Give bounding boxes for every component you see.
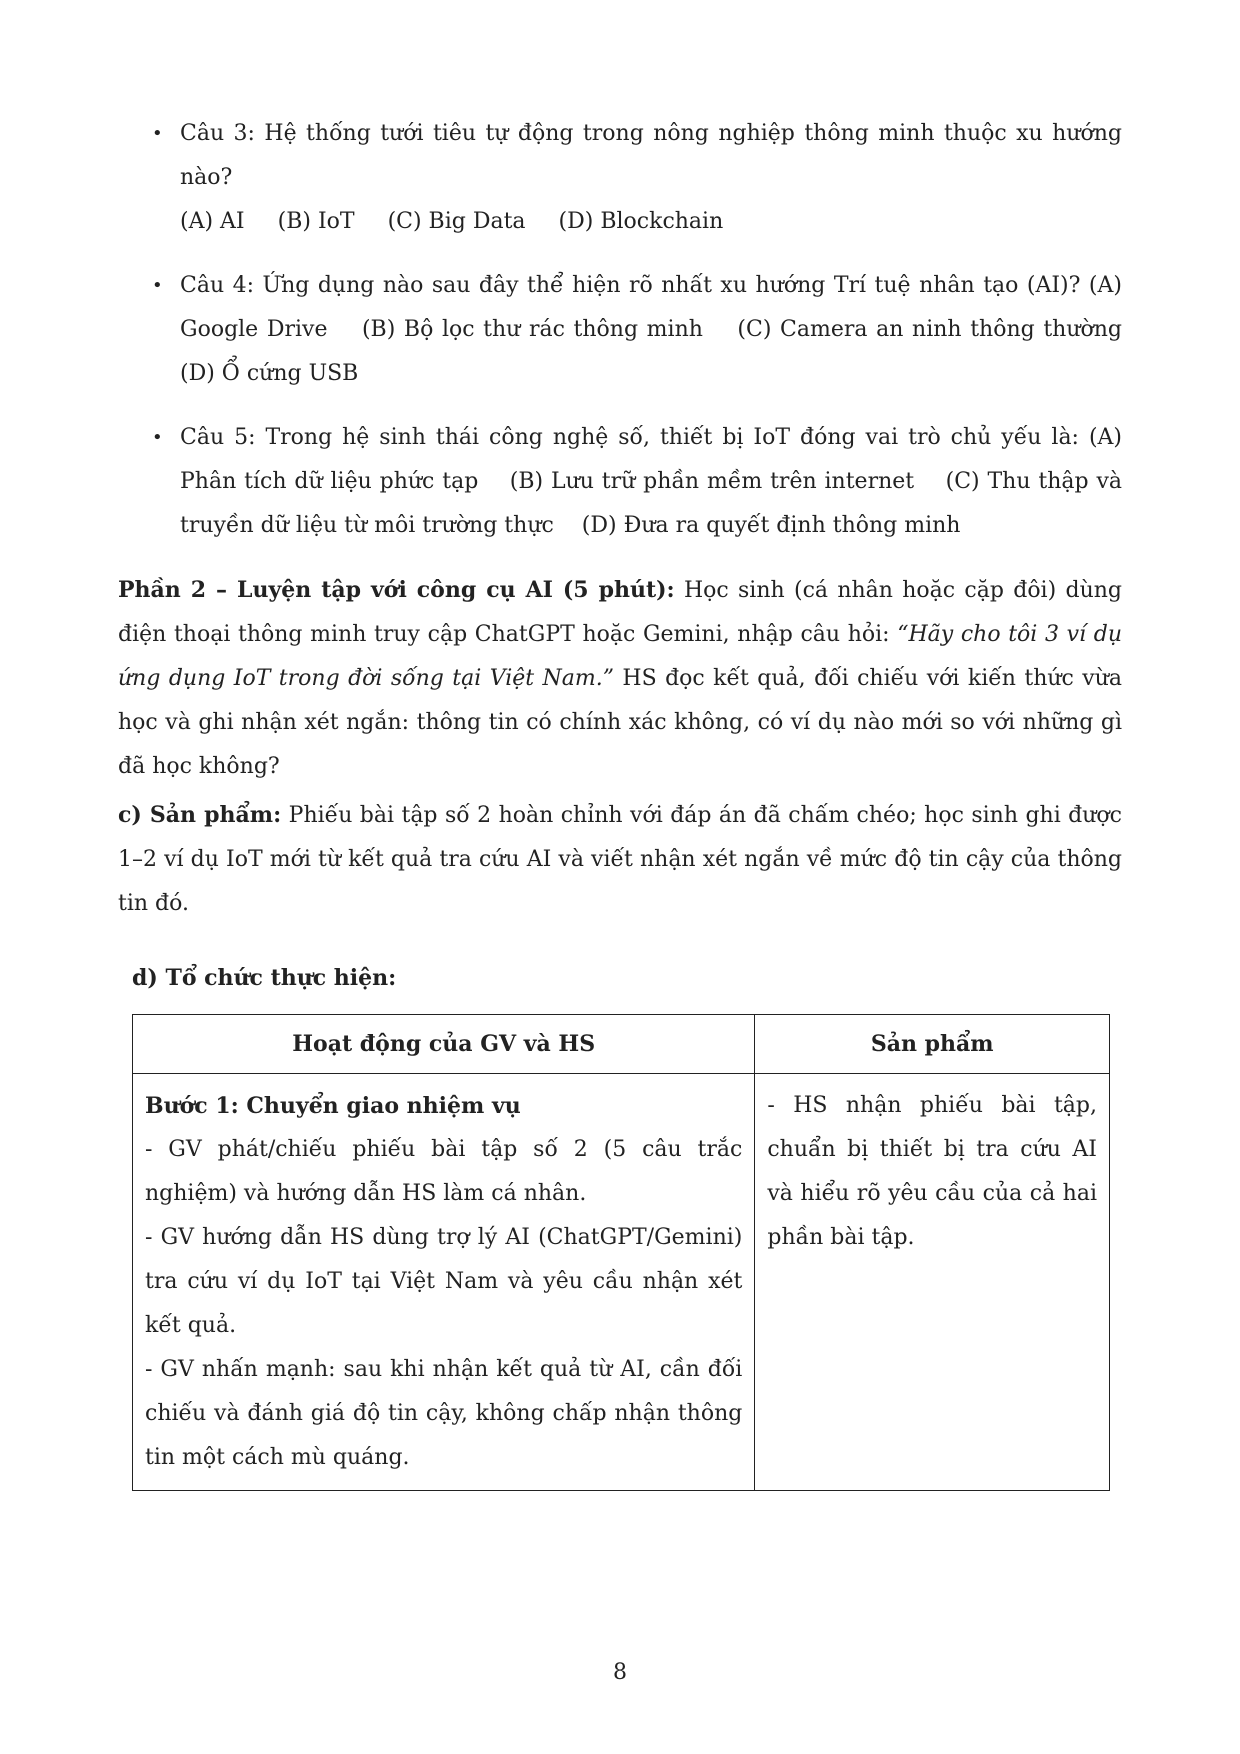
page-number: 8 [613,1660,627,1685]
question-text: Câu 3: Hệ thống tưới tiêu tự động trong nông nghiệp thông minh thuộc xu hướng nào? [180,121,1122,190]
part2-quote: “Hãy cho tôi 3 ví dụ ứng dụng IoT trong đời sống tại Việt Nam.” [118,622,1122,691]
question-item [118,264,1150,396]
product-cell: - HS nhận phiếu bài tập, chuẩn bị thiết bị tra cứu AI và hiểu rõ yêu cầu của cả hai phần bài tập. [755,1074,1110,1491]
part2-text-before: Học sinh (cá nhân hoặc cặp đôi) dùng điện thoại thông minh truy cập ChatGPT hoặc Gemini, nhập câu hỏi: [118,578,1122,647]
question-text: Câu 4: Ứng dụng nào sau đây thể hiện rõ nhất xu hướng Trí tuệ nhân tạo (AI)? (A) Google Drive (B) Bộ lọc thư rác thông minh (C) Camera an ninh thông thường (D) Ổ cứng USB [180,273,1150,386]
step-title: Bước 1: Chuyển giao nhiệm vụ [145,1093,521,1119]
header-product: Sản phẩm [755,1015,1110,1074]
question-text: Câu 5: Trong hệ sinh thái công nghệ số, thiết bị IoT đóng vai trò chủ yếu là: (A) Phân tích dữ liệu phức tạp (B) Lưu trữ phần mềm trên internet (C) Thu thập và truyền dữ liệu từ môi trường thực (D) Đưa ra quyết định thông minh [180,425,1129,538]
part2-text-after: HS đọc kết quả, đối chiếu với kiến thức vừa học và ghi nhận xét ngắn: thông tin có chính xác không, có ví dụ nào mới so với những gì đã học không? [118,666,1122,779]
question-item [118,112,1122,244]
step-line: - GV nhấn mạnh: sau khi nhận kết quả từ AI, cần đối chiếu và đánh giá độ tin cậy, không chấp nhận thông tin một cách mù quáng. [145,1357,743,1470]
page-content [118,112,1150,1491]
product-paragraph [118,793,1122,926]
activity-cell [133,1074,755,1491]
step-line: - GV phát/chiếu phiếu bài tập số 2 (5 câu trắc nghiệm) và hướng dẫn HS làm cá nhân. [145,1137,743,1206]
bullet-icon: • [152,275,163,296]
table-row [133,1074,1110,1491]
question-options [180,200,1122,244]
product-label: c) Sản phẩm: [118,802,282,828]
organize-heading: d) Tổ chức thực hiện: [132,965,397,991]
part2-paragraph [118,568,1122,789]
option-d: (D) Blockchain [558,209,724,234]
option-b: (B) IoT [277,209,355,234]
bullet-icon: • [152,123,163,144]
bullet-icon: • [152,427,163,448]
table-header-row [133,1015,1110,1074]
question-list [118,112,1150,548]
option-c: (C) Big Data [387,209,526,234]
part2-title: Phần 2 – Luyện tập với công cụ AI (5 phút): [118,577,675,603]
step-line: - GV hướng dẫn HS dùng trợ lý AI (ChatGPT/Gemini) tra cứu ví dụ IoT tại Việt Nam và yêu cầu nhận xét kết quả. [145,1225,743,1338]
option-a: (A) AI [180,209,245,234]
header-activity: Hoạt động của GV và HS [133,1015,755,1074]
question-item [118,416,1129,548]
product-text: Phiếu bài tập số 2 hoàn chỉnh với đáp án đã chấm chéo; học sinh ghi được 1–2 ví dụ IoT mới từ kết quả tra cứu AI và viết nhận xét ngắn về mức độ tin cậy của thông tin đó. [118,803,1123,916]
activity-table [132,1014,1110,1491]
